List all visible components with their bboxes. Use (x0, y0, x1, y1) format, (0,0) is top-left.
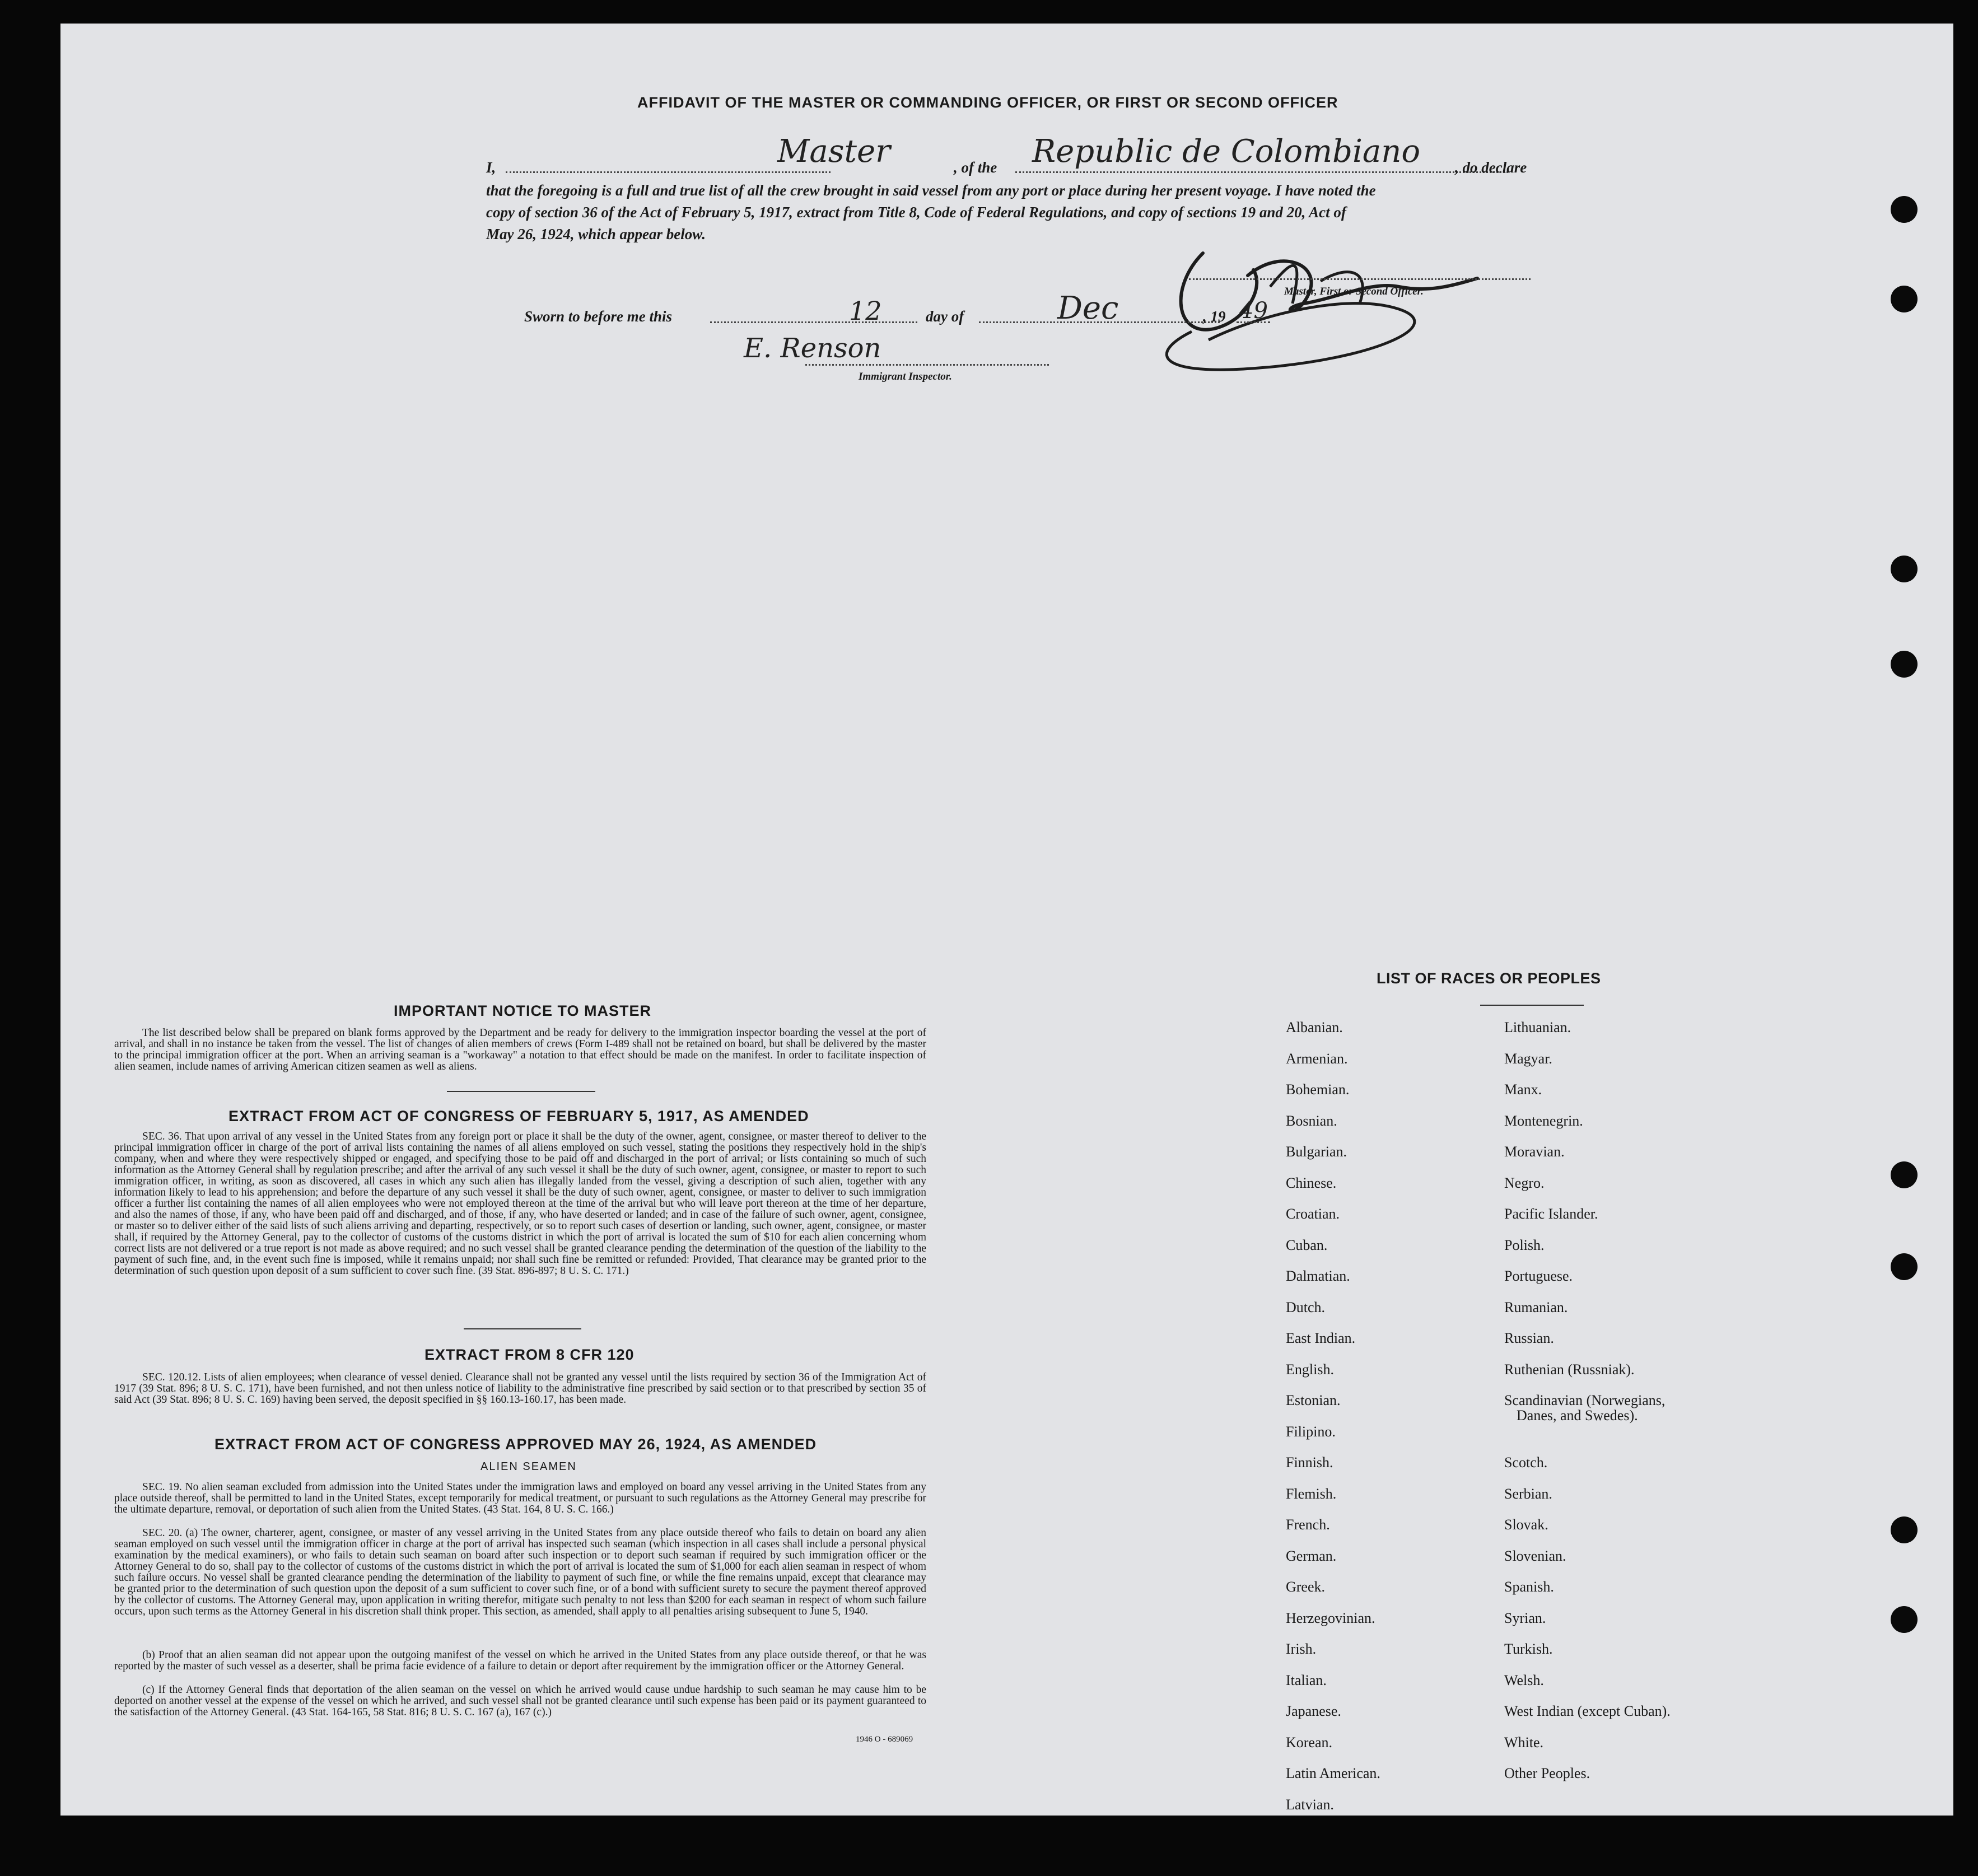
vessel-blank (1015, 171, 1508, 173)
affidavit-i-label: I, (486, 159, 496, 176)
race-item: Herzegovinian. (1286, 1609, 1375, 1626)
sec-20b-body: (b) Proof that an alien seaman did not appear upon the outgoing manifest of the vessel on which he arrived in the United States from any place outside thereof, or that he was reported by the master of such vessel as a deserter, shall be prima facie evidence of a failure to detain or deport after requirement by the immigration officer or the Attorney General. (114, 1649, 926, 1672)
races-left-column (1286, 1019, 1380, 1827)
races-divider (1480, 1005, 1584, 1006)
extract-1917-divider (464, 1328, 581, 1329)
officer-blank (506, 171, 831, 173)
race-item: Moravian. (1504, 1144, 1565, 1160)
race-item: Croatian. (1286, 1206, 1340, 1222)
race-item: Montenegrin. (1504, 1112, 1583, 1129)
races-title: LIST OF RACES OR PEOPLES (1377, 970, 1601, 987)
race-item: Latvian. (1286, 1796, 1334, 1813)
race-item: Turkish. (1504, 1641, 1553, 1657)
officer-handwritten: Master (777, 133, 890, 170)
race-item: Latin American. (1286, 1765, 1380, 1781)
race-item: Russian. (1504, 1330, 1554, 1346)
signature-caption: Master, First or Second Officer. (1284, 286, 1424, 297)
race-item: Italian. (1286, 1672, 1327, 1688)
race-item: German. (1286, 1547, 1337, 1564)
punch-hole (1891, 556, 1918, 582)
race-item: Pacific Islander. (1504, 1206, 1598, 1222)
race-item: Bulgarian. (1286, 1144, 1347, 1160)
extract-cfr-title: EXTRACT FROM 8 CFR 120 (424, 1346, 635, 1363)
race-item: Chinese. (1286, 1174, 1337, 1191)
day-blank (710, 321, 917, 323)
inspector-line (805, 364, 1049, 366)
race-item: French. (1286, 1516, 1330, 1533)
inspector-caption: Immigrant Inspector. (859, 371, 952, 382)
race-item: White. (1504, 1734, 1544, 1751)
extract-1917-title: EXTRACT FROM ACT OF CONGRESS OF FEBRUARY 5, 1917, AS AMENDED (228, 1108, 809, 1124)
race-item: Welsh. (1504, 1672, 1544, 1688)
race-item: West Indian (except Cuban). (1504, 1703, 1671, 1719)
race-item: Rumanian. (1504, 1299, 1568, 1315)
notice-title: IMPORTANT NOTICE TO MASTER (394, 1002, 651, 1019)
race-item: Dalmatian. (1286, 1268, 1350, 1284)
race-item: Serbian. (1504, 1485, 1552, 1502)
race-item: Syrian. (1504, 1609, 1546, 1626)
of-the-label: , of the (954, 159, 997, 176)
race-item: Other Peoples. (1504, 1765, 1590, 1781)
punch-hole (1891, 286, 1918, 312)
alien-seamen-subtitle: ALIEN SEAMEN (480, 1460, 577, 1473)
affidavit-line-2: that the foregoing is a full and true list of all the crew brought in said vessel from any port or place during her present voyage. I have noted the (486, 182, 1376, 199)
race-item: Estonian. (1286, 1392, 1341, 1408)
race-item: Cuban. (1286, 1236, 1328, 1253)
inspector-signature: E. Renson (744, 333, 881, 364)
punch-hole (1891, 196, 1918, 223)
race-item: Bohemian. (1286, 1081, 1350, 1098)
races-right-column (1504, 1019, 1671, 1796)
affidavit-line-4: May 26, 1924, which appear below. (486, 226, 706, 242)
race-item: Ruthenian (Russniak). (1504, 1361, 1635, 1378)
month-handwritten: Dec (1057, 290, 1119, 326)
sec-19-body: SEC. 19. No alien seaman excluded from admission into the United States under the immigration laws and employed on board any vessel arriving in the United States from any place outside thereof, shall be permitted to land in the United States, except temporarily for medical treatment, or pursuant to such regulations as the Attorney General may prescribe for the ultimate departure, removal, or deportation of such alien from the United States. (43 Stat. 164, 8 U. S. C. 166.) (114, 1481, 926, 1515)
race-item: Dutch. (1286, 1299, 1326, 1315)
notice-divider (447, 1091, 595, 1092)
extract-1924-title: EXTRACT FROM ACT OF CONGRESS APPROVED MAY 26, 1924, AS AMENDED (214, 1436, 817, 1453)
race-item: Slovak. (1504, 1516, 1548, 1533)
punch-hole (1891, 1161, 1918, 1188)
affidavit-line-3: copy of section 36 of the Act of February 5, 1917, extract from Title 8, Code of Federal Regulations, and copy of sections 19 and 20, Act of (486, 204, 1346, 221)
race-item: Flemish. (1286, 1485, 1337, 1502)
day-handwritten: 12 (849, 296, 882, 326)
race-item: East Indian. (1286, 1330, 1356, 1346)
do-declare-label: , do declare (1455, 159, 1527, 176)
signature-line (1189, 278, 1531, 280)
race-item: Filipino. (1286, 1423, 1336, 1440)
race-item: Negro. (1504, 1174, 1545, 1191)
race-item: Bosnian. (1286, 1112, 1337, 1129)
punch-hole (1891, 1606, 1918, 1633)
vessel-handwritten: Republic de Colombiano (1032, 133, 1421, 170)
race-item: Manx. (1504, 1081, 1542, 1098)
extract-1917-body: SEC. 36. That upon arrival of any vessel in the United States from any foreign port or place it shall be the duty of the owner, agent, consignee, or master thereof to deliver to the principal immigration officer in charge of the port of arrival lists containing the names of all aliens employed on such vessel, stating the positions they respectively hold in the ship's company, when and where they were respectively shipped or engaged, and specifying those to be paid off and discharged in the port of arrival; or lists containing so much of such information as the Attorney General shall by regulation prescribe; and after the arrival of any such vessel it shall be the duty of such owner, agent, consignee, or master to report to such immigration officer, in writing, as soon as discovered, all cases in which any such alien has illegally landed from the vessel, giving a description of such alien, together with any information likely to lead to his apprehension; and before the departure of any such vessel it shall be the duty of such owner, agent, consignee, or master to deliver to such immigration officer a further list containing the names of all alien employees who were not employed thereon at the time of the arrival but who will leave port thereon at the time of her departure, and also the names of those, if any, who have been paid off and discharged, and of those, if any, who have deserted or landed; and in case of the failure of such owner, agent, consignee, or master so to deliver either of the said lists of such aliens arriving and departing, respectively, or so to report such cases of desertion or landing, such owner, agent, consignee, or master shall, if required by the Attorney General, pay to the collector of customs of the customs district in which the port of arrival is located the sum of $10 for each alien concerning whom correct lists are not delivered or a true report is not made as above required; and no such vessel shall be granted clearance pending the determination of the question of the liability to the payment of such fine, and, in the event such fine is imposed, while it remains unpaid; nor shall such fine be remitted or refunded: Provided, That clearance may be granted prior to the determination of such question upon deposit of a sum sufficient to cover such fine. (39 Stat. 896-897; 8 U. S. C. 171.) (114, 1131, 926, 1277)
race-item: Japanese. (1286, 1703, 1341, 1719)
race-item-continuation: Danes, and Swedes). (1517, 1407, 1638, 1424)
extract-cfr-body: SEC. 120.12. Lists of alien employees; when clearance of vessel denied. Clearance shall not be granted any vessel until the lists required by section 36 of the Immigration Act of 1917 (39 Stat. 896; 8 U. S. C. 171), have been furnished, and not then unless notice of liability to the administrative fine prescribed by said section or to that prescribed by section 35 of said Act (39 Stat. 896; 8 U. S. C. 169) having been served, the deposit specified in §§ 160.13-160.17, has been made. (114, 1371, 926, 1406)
race-item: English. (1286, 1361, 1334, 1378)
race-item: Greek. (1286, 1579, 1326, 1595)
race-item: Armenian. (1286, 1050, 1348, 1067)
race-item: Polish. (1504, 1236, 1545, 1253)
year-label: , 19 (1203, 308, 1226, 325)
race-item: Spanish. (1504, 1579, 1554, 1595)
sec-20a-body: SEC. 20. (a) The owner, charterer, agent, consignee, or master of any vessel arriving in the United States from any place outside thereof who fails to detain on board any alien seaman employed on such vessel until the immigration officer in charge at the port of arrival has inspected such seaman (which inspection in all cases shall include a personal physical examination by the medical examiners), or who fails to detain such seaman on board after such inspection or to deport such seaman if required by such immigration officer or the Attorney General to do so, shall pay to the collector of customs of the customs district in which the port of arrival is located the sum of $1,000 for each alien seaman in respect of whom such failure occurs. No vessel shall be granted clearance pending the determination of the liability to payment of such fine, or while the fine remains unpaid, except that clearance may be granted prior to the determination of such question upon the deposit of a sum sufficient to cover such fine, or of a bond with sufficient surety to secure the payment thereof approved by the collector of customs. The Attorney General may, upon application in writing therefor, mitigate such penalty to not less than $200 for each seaman in respect of whom such failure occurs, upon such terms as the Attorney General in his discretion shall think proper. This section, as amended, shall apply to all penalties arising subsequent to June 5, 1940. (114, 1527, 926, 1617)
race-item: Magyar. (1504, 1050, 1552, 1067)
punch-hole (1891, 1516, 1918, 1543)
race-item: Portuguese. (1504, 1268, 1573, 1284)
affidavit-title: AFFIDAVIT OF THE MASTER OR COMMANDING OFFICER, OR FIRST OR SECOND OFFICER (637, 94, 1338, 111)
print-code: 1946 O - 689069 (856, 1735, 913, 1744)
race-item: Korean. (1286, 1734, 1333, 1751)
sworn-label: Sworn to before me this (524, 308, 673, 325)
sec-20c-body: (c) If the Attorney General finds that deportation of the alien seaman on the vessel on which he arrived would cause undue hardship to such seaman he may cause him to be deported on another vessel at the expense of the vessel on which he arrived, and such vessel shall not be granted clearance until such expense has been paid or its payment guaranteed to the satisfaction of the Attorney General. (43 Stat. 164-165, 58 Stat. 816; 8 U. S. C. 167 (a), 167 (c).) (114, 1684, 926, 1718)
notice-body: The list described below shall be prepared on blank forms approved by the Department and be ready for delivery to the immigration inspector boarding the vessel at the port of arrival, and shall in no instance be taken from the vessel. The list of changes of alien members of crews (Form I-489 shall not be retained on board, but shall be delivered by the master to the principal immigration officer at the port. When an arriving seaman is a "workaway" a notation to that effect should be made on the manifest. In order to facilitate inspection of alien seamen, include names of arriving American citizen seamen as well as aliens. (114, 1027, 926, 1072)
race-item: Finnish. (1286, 1454, 1333, 1471)
master-signature (1136, 225, 1539, 382)
race-item: Lithuanian. (1504, 1019, 1571, 1035)
punch-hole (1891, 651, 1918, 678)
race-item: Albanian. (1286, 1019, 1343, 1035)
punch-hole (1891, 1253, 1918, 1280)
document-page (60, 24, 1953, 1816)
race-item: Irish. (1286, 1641, 1317, 1657)
day-of-label: day of (926, 308, 964, 325)
year-handwritten: 49 (1239, 298, 1268, 324)
race-item: Scotch. (1504, 1454, 1548, 1471)
race-item: Slovenian. (1504, 1547, 1566, 1564)
race-item: Scandinavian (Norwegians, (1504, 1392, 1666, 1408)
